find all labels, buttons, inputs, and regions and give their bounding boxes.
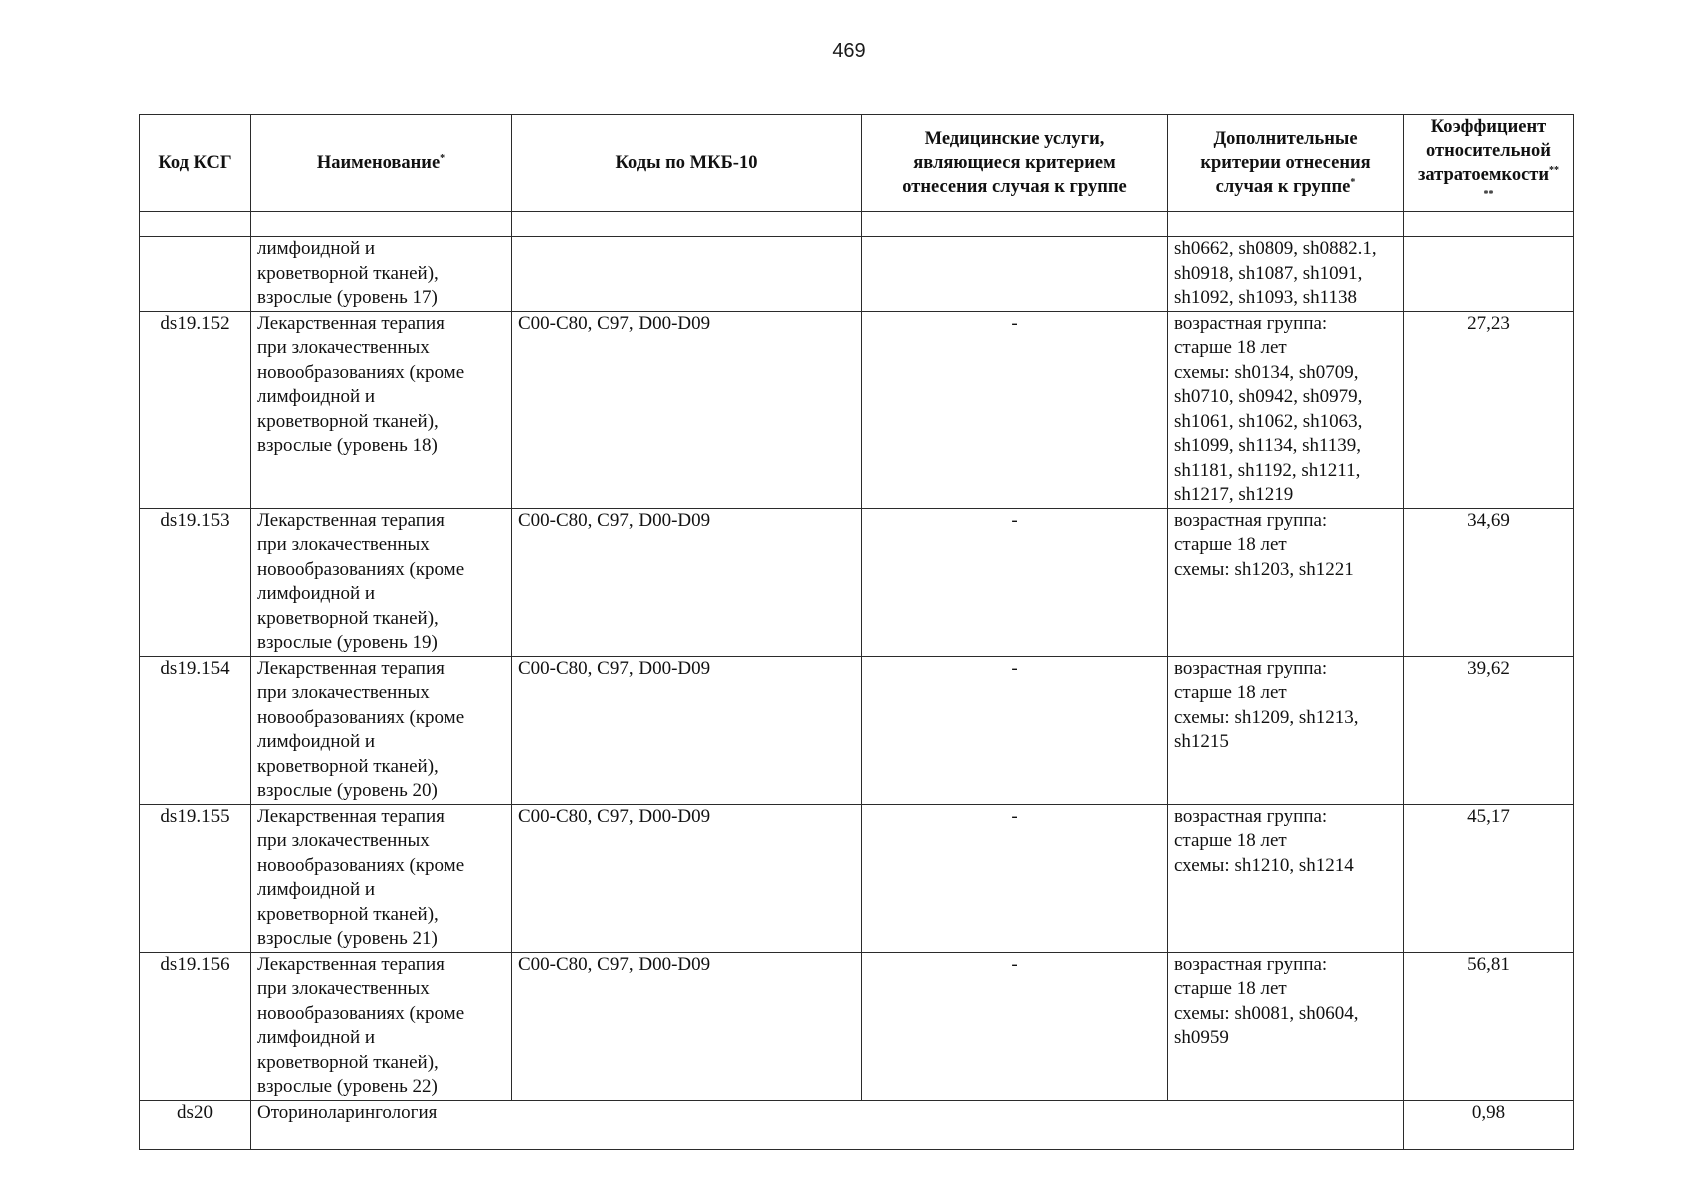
- ksg-code-cell: ds19.153: [140, 508, 251, 656]
- criteria-cell: возрастная группа: старше 18 лет схемы: sh0134, sh0709, sh0710, sh0942, sh0979, sh1061, sh1062, sh1063, sh1099, sh1134, sh1139, sh1181, sh1192, sh1211, sh1217, sh1219: [1168, 311, 1404, 508]
- services-cell: -: [862, 311, 1168, 508]
- name-cell: Лекарственная терапия при злокачественных новообразованиях (кроме лимфоидной и кроветворной тканей), взрослые (уровень 21): [251, 804, 512, 952]
- name-cell: Лекарственная терапия при злокачественных новообразованиях (кроме лимфоидной и кроветворной тканей), взрослые (уровень 20): [251, 656, 512, 804]
- spacer-row: [140, 212, 1574, 237]
- ksg-code-cell: ds19.155: [140, 804, 251, 952]
- header-additional-criteria: Дополнительные критерии отнесения случая к группе*: [1168, 115, 1404, 212]
- coefficient-cell: 39,62: [1404, 656, 1574, 804]
- table-row: [140, 952, 1574, 1100]
- header-ksg-code: Код КСГ: [140, 115, 251, 212]
- ksg-code-cell: ds19.152: [140, 311, 251, 508]
- criteria-cell: возрастная группа: старше 18 лет схемы: sh1203, sh1221: [1168, 508, 1404, 656]
- section-code-cell: ds20: [140, 1100, 251, 1149]
- services-cell: -: [862, 804, 1168, 952]
- coefficient-cell: [1404, 237, 1574, 312]
- coefficient-cell: 45,17: [1404, 804, 1574, 952]
- mkb-cell: C00-C80, C97, D00-D09: [512, 311, 862, 508]
- ksg-code-cell: [140, 237, 251, 312]
- mkb-cell: C00-C80, C97, D00-D09: [512, 804, 862, 952]
- table-header-row: [140, 115, 1574, 212]
- mkb-cell: [512, 237, 862, 312]
- section-name-cell: Оториноларингология: [251, 1100, 1404, 1149]
- coefficient-cell: 34,69: [1404, 508, 1574, 656]
- table-row: [140, 237, 1574, 312]
- services-cell: -: [862, 508, 1168, 656]
- criteria-cell: sh0662, sh0809, sh0882.1, sh0918, sh1087, sh1091, sh1092, sh1093, sh1138: [1168, 237, 1404, 312]
- name-cell: лимфоидной и кроветворной тканей), взрослые (уровень 17): [251, 237, 512, 312]
- name-cell: Лекарственная терапия при злокачественных новообразованиях (кроме лимфоидной и кроветворной тканей), взрослые (уровень 19): [251, 508, 512, 656]
- coefficient-cell: 27,23: [1404, 311, 1574, 508]
- services-cell: [862, 237, 1168, 312]
- criteria-cell: возрастная группа: старше 18 лет схемы: sh1210, sh1214: [1168, 804, 1404, 952]
- mkb-cell: C00-C80, C97, D00-D09: [512, 952, 862, 1100]
- section-coefficient-cell: 0,98: [1404, 1100, 1574, 1149]
- header-cost-coefficient: Коэффициент относительной затратоемкости** **: [1404, 115, 1574, 212]
- header-name: Наименование*: [251, 115, 512, 212]
- header-medical-services: Медицинские услуги, являющиеся критерием отнесения случая к группе: [862, 115, 1168, 212]
- name-cell: Лекарственная терапия при злокачественных новообразованиях (кроме лимфоидной и кроветворной тканей), взрослые (уровень 18): [251, 311, 512, 508]
- mkb-cell: C00-C80, C97, D00-D09: [512, 508, 862, 656]
- table-row: [140, 656, 1574, 804]
- table-row: [140, 508, 1574, 656]
- page-number: 469: [832, 40, 866, 62]
- section-row: [140, 1100, 1574, 1149]
- criteria-cell: возрастная группа: старше 18 лет схемы: sh0081, sh0604, sh0959: [1168, 952, 1404, 1100]
- table-row: [140, 311, 1574, 508]
- coefficient-cell: 56,81: [1404, 952, 1574, 1100]
- name-cell: Лекарственная терапия при злокачественных новообразованиях (кроме лимфоидной и кроветворной тканей), взрослые (уровень 22): [251, 952, 512, 1100]
- ksg-code-cell: ds19.156: [140, 952, 251, 1100]
- ksg-table: [139, 114, 1574, 1150]
- header-mkb-codes: Коды по МКБ-10: [512, 115, 862, 212]
- ksg-code-cell: ds19.154: [140, 656, 251, 804]
- table-row: [140, 804, 1574, 952]
- services-cell: -: [862, 952, 1168, 1100]
- mkb-cell: C00-C80, C97, D00-D09: [512, 656, 862, 804]
- services-cell: -: [862, 656, 1168, 804]
- criteria-cell: возрастная группа: старше 18 лет схемы: sh1209, sh1213, sh1215: [1168, 656, 1404, 804]
